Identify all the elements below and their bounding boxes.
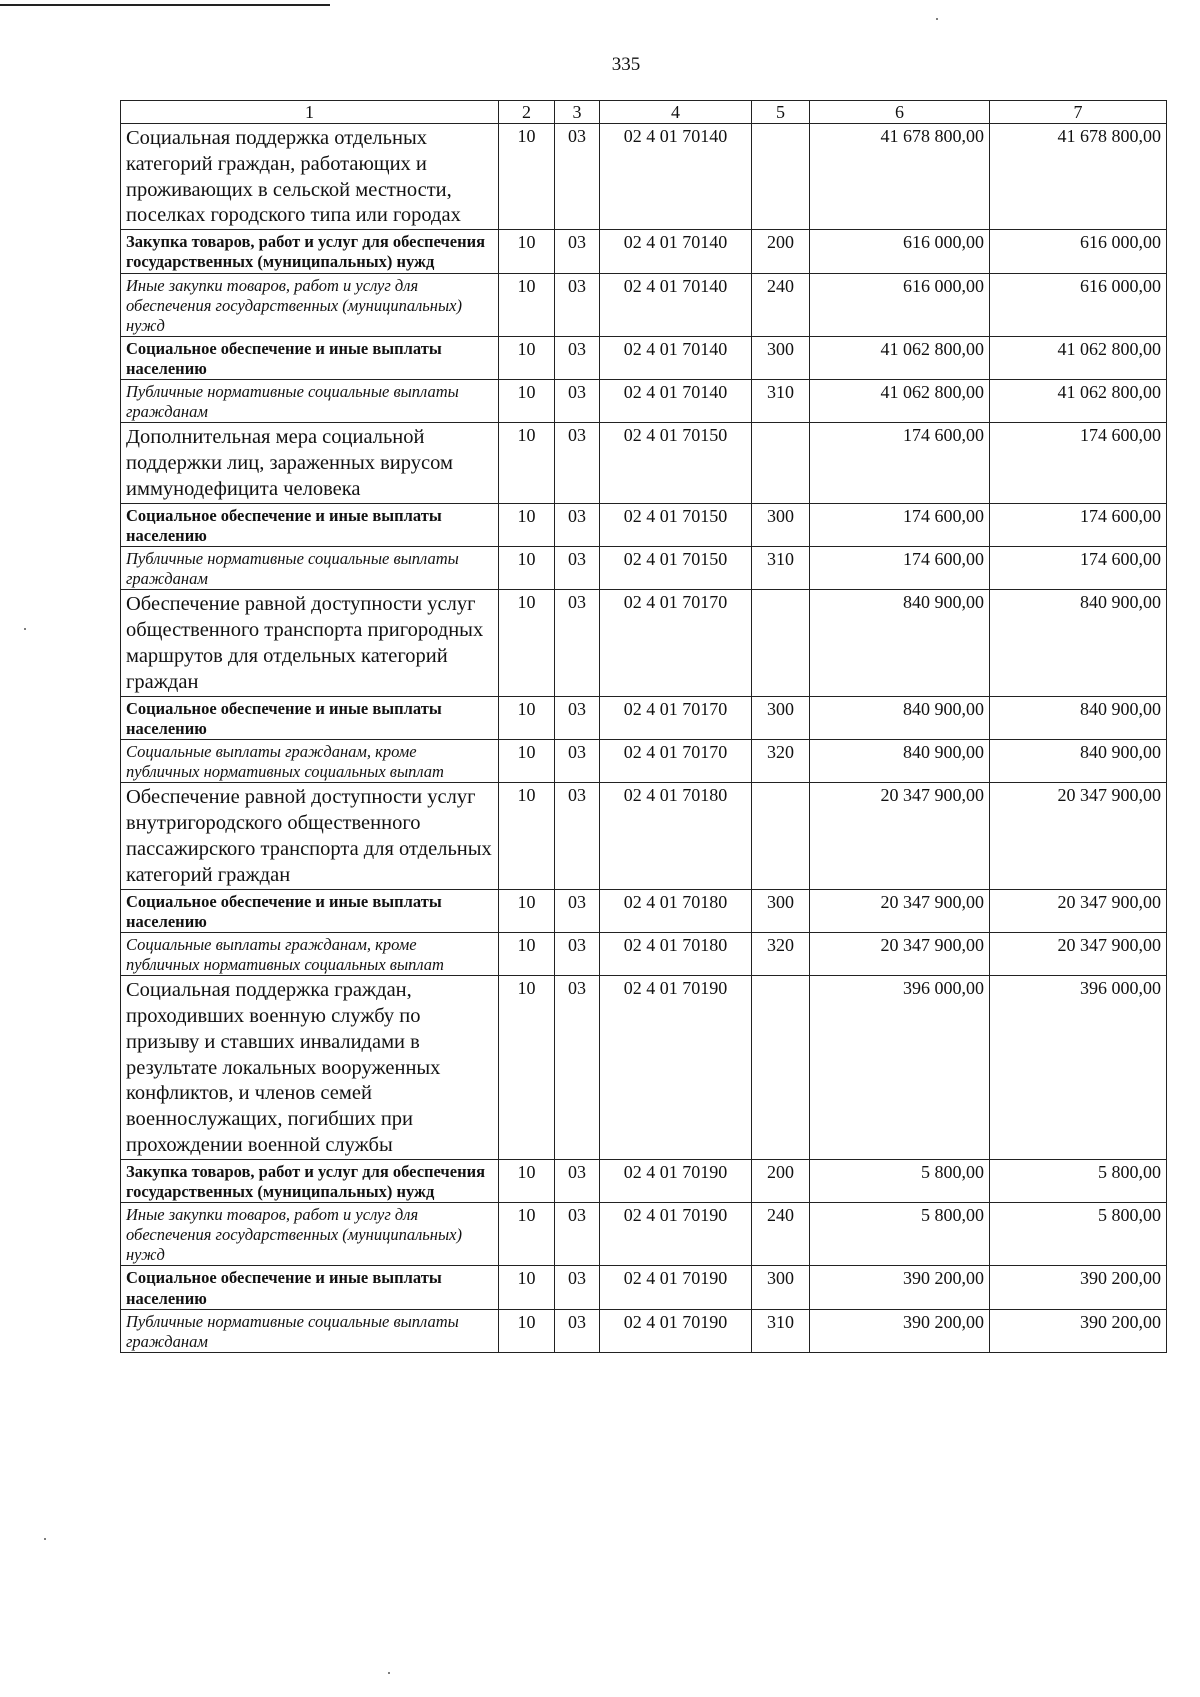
row-cell-c5: 300 xyxy=(752,889,810,932)
row-cell-c2: 10 xyxy=(499,230,555,273)
row-cell-c6: 390 200,00 xyxy=(810,1309,990,1352)
row-cell-c2: 10 xyxy=(499,423,555,503)
row-cell-c4: 02 4 01 70180 xyxy=(600,783,752,889)
row-cell-c6: 41 062 800,00 xyxy=(810,336,990,379)
header-col-7: 7 xyxy=(990,101,1167,124)
row-cell-c6: 616 000,00 xyxy=(810,230,990,273)
header-col-5: 5 xyxy=(752,101,810,124)
row-name-cell: Социальное обеспечение и иные выплаты населению xyxy=(121,1266,499,1309)
scan-speck xyxy=(936,18,938,20)
scan-speck xyxy=(388,1672,390,1674)
row-name-cell: Закупка товаров, работ и услуг для обеспечения государственных (муниципальных) нужд xyxy=(121,1159,499,1202)
row-cell-c4: 02 4 01 70140 xyxy=(600,380,752,423)
row-name-cell: Социальное обеспечение и иные выплаты населению xyxy=(121,336,499,379)
row-cell-c7: 616 000,00 xyxy=(990,273,1167,336)
row-name-cell: Публичные нормативные социальные выплаты гражданам xyxy=(121,547,499,590)
table-row xyxy=(121,124,1167,230)
header-col-1: 1 xyxy=(121,101,499,124)
row-cell-c6: 41 062 800,00 xyxy=(810,380,990,423)
row-cell-c2: 10 xyxy=(499,976,555,1160)
row-cell-c4: 02 4 01 70190 xyxy=(600,1203,752,1266)
table-row xyxy=(121,783,1167,889)
row-cell-c4: 02 4 01 70150 xyxy=(600,503,752,546)
row-name-cell: Социальная поддержка граждан, проходивших военную службу по призыву и ставших инвалидами в результате локальных вооруженных конфликтов, и членов семей военнослужащих, погибших при прохождении военной службы xyxy=(121,976,499,1160)
row-cell-c5 xyxy=(752,423,810,503)
row-cell-c7: 174 600,00 xyxy=(990,547,1167,590)
row-cell-c2: 10 xyxy=(499,783,555,889)
row-cell-c4: 02 4 01 70140 xyxy=(600,230,752,273)
table-row xyxy=(121,547,1167,590)
row-cell-c4: 02 4 01 70140 xyxy=(600,273,752,336)
row-cell-c7: 20 347 900,00 xyxy=(990,783,1167,889)
row-cell-c5: 240 xyxy=(752,273,810,336)
row-cell-c6: 840 900,00 xyxy=(810,590,990,696)
row-name-cell: Социальное обеспечение и иные выплаты населению xyxy=(121,889,499,932)
row-cell-c5 xyxy=(752,783,810,889)
row-cell-c2: 10 xyxy=(499,1203,555,1266)
row-cell-c3: 03 xyxy=(555,1309,600,1352)
row-cell-c3: 03 xyxy=(555,696,600,739)
row-cell-c2: 10 xyxy=(499,503,555,546)
row-cell-c6: 174 600,00 xyxy=(810,503,990,546)
row-cell-c5: 300 xyxy=(752,696,810,739)
table-row xyxy=(121,380,1167,423)
row-cell-c2: 10 xyxy=(499,1159,555,1202)
row-cell-c7: 20 347 900,00 xyxy=(990,889,1167,932)
row-cell-c3: 03 xyxy=(555,1203,600,1266)
row-name-cell: Закупка товаров, работ и услуг для обеспечения государственных (муниципальных) нужд xyxy=(121,230,499,273)
budget-table xyxy=(120,100,1167,1353)
row-cell-c5: 310 xyxy=(752,547,810,590)
row-cell-c6: 390 200,00 xyxy=(810,1266,990,1309)
row-cell-c6: 5 800,00 xyxy=(810,1203,990,1266)
row-cell-c3: 03 xyxy=(555,423,600,503)
row-cell-c6: 174 600,00 xyxy=(810,423,990,503)
row-cell-c5 xyxy=(752,976,810,1160)
row-cell-c6: 5 800,00 xyxy=(810,1159,990,1202)
row-cell-c2: 10 xyxy=(499,1309,555,1352)
row-cell-c7: 840 900,00 xyxy=(990,739,1167,782)
scan-speck xyxy=(24,628,26,630)
budget-table-body xyxy=(121,101,1167,1353)
header-col-4: 4 xyxy=(600,101,752,124)
table-row xyxy=(121,1309,1167,1352)
row-cell-c3: 03 xyxy=(555,380,600,423)
row-cell-c4: 02 4 01 70180 xyxy=(600,889,752,932)
row-cell-c7: 41 062 800,00 xyxy=(990,336,1167,379)
row-cell-c4: 02 4 01 70190 xyxy=(600,1309,752,1352)
row-name-cell: Публичные нормативные социальные выплаты гражданам xyxy=(121,380,499,423)
row-cell-c4: 02 4 01 70190 xyxy=(600,1266,752,1309)
page-number: 335 xyxy=(611,54,641,75)
row-cell-c3: 03 xyxy=(555,230,600,273)
row-cell-c6: 20 347 900,00 xyxy=(810,783,990,889)
row-cell-c7: 616 000,00 xyxy=(990,230,1167,273)
row-cell-c3: 03 xyxy=(555,336,600,379)
row-cell-c5: 300 xyxy=(752,336,810,379)
header-row xyxy=(121,101,1167,124)
row-cell-c4: 02 4 01 70190 xyxy=(600,1159,752,1202)
row-cell-c5 xyxy=(752,590,810,696)
row-cell-c2: 10 xyxy=(499,1266,555,1309)
row-cell-c3: 03 xyxy=(555,124,600,230)
row-cell-c5: 310 xyxy=(752,1309,810,1352)
row-cell-c4: 02 4 01 70190 xyxy=(600,976,752,1160)
row-cell-c2: 10 xyxy=(499,590,555,696)
row-cell-c6: 616 000,00 xyxy=(810,273,990,336)
row-name-cell: Иные закупки товаров, работ и услуг для обеспечения государственных (муниципальных) нужд xyxy=(121,1203,499,1266)
row-name-cell: Социальная поддержка отдельных категорий граждан, работающих и проживающих в сельской местности, поселках городского типа или городах xyxy=(121,124,499,230)
header-col-6: 6 xyxy=(810,101,990,124)
row-cell-c3: 03 xyxy=(555,590,600,696)
row-cell-c2: 10 xyxy=(499,547,555,590)
row-cell-c5: 200 xyxy=(752,230,810,273)
row-cell-c7: 390 200,00 xyxy=(990,1309,1167,1352)
row-cell-c4: 02 4 01 70170 xyxy=(600,739,752,782)
row-cell-c4: 02 4 01 70150 xyxy=(600,423,752,503)
row-cell-c2: 10 xyxy=(499,696,555,739)
row-cell-c5: 300 xyxy=(752,503,810,546)
row-cell-c3: 03 xyxy=(555,547,600,590)
row-cell-c7: 840 900,00 xyxy=(990,590,1167,696)
row-cell-c7: 5 800,00 xyxy=(990,1159,1167,1202)
row-cell-c7: 20 347 900,00 xyxy=(990,932,1167,975)
row-name-cell: Дополнительная мера социальной поддержки лиц, зараженных вирусом иммунодефицита человека xyxy=(121,423,499,503)
row-cell-c6: 20 347 900,00 xyxy=(810,889,990,932)
row-cell-c3: 03 xyxy=(555,783,600,889)
scan-speck xyxy=(44,1538,46,1540)
row-name-cell: Иные закупки товаров, работ и услуг для обеспечения государственных (муниципальных) нужд xyxy=(121,273,499,336)
row-cell-c3: 03 xyxy=(555,932,600,975)
row-cell-c6: 396 000,00 xyxy=(810,976,990,1160)
row-cell-c4: 02 4 01 70170 xyxy=(600,696,752,739)
row-cell-c3: 03 xyxy=(555,889,600,932)
row-name-cell: Социальное обеспечение и иные выплаты населению xyxy=(121,696,499,739)
row-cell-c5 xyxy=(752,124,810,230)
header-col-3: 3 xyxy=(555,101,600,124)
table-row xyxy=(121,503,1167,546)
row-cell-c6: 20 347 900,00 xyxy=(810,932,990,975)
row-name-cell: Обеспечение равной доступности услуг общественного транспорта пригородных маршрутов для отдельных категорий граждан xyxy=(121,590,499,696)
table-row xyxy=(121,696,1167,739)
row-cell-c6: 840 900,00 xyxy=(810,739,990,782)
row-cell-c2: 10 xyxy=(499,889,555,932)
table-row xyxy=(121,1203,1167,1266)
row-cell-c3: 03 xyxy=(555,976,600,1160)
row-cell-c2: 10 xyxy=(499,932,555,975)
row-cell-c2: 10 xyxy=(499,739,555,782)
table-row xyxy=(121,1266,1167,1309)
row-name-cell: Обеспечение равной доступности услуг внутригородского общественного пассажирского транспорта для отдельных категорий граждан xyxy=(121,783,499,889)
row-cell-c5: 240 xyxy=(752,1203,810,1266)
row-cell-c3: 03 xyxy=(555,273,600,336)
table-row xyxy=(121,976,1167,1160)
row-cell-c7: 390 200,00 xyxy=(990,1266,1167,1309)
table-row xyxy=(121,230,1167,273)
row-name-cell: Социальное обеспечение и иные выплаты населению xyxy=(121,503,499,546)
row-cell-c7: 840 900,00 xyxy=(990,696,1167,739)
row-cell-c3: 03 xyxy=(555,1159,600,1202)
table-row xyxy=(121,932,1167,975)
row-cell-c4: 02 4 01 70170 xyxy=(600,590,752,696)
row-cell-c7: 174 600,00 xyxy=(990,423,1167,503)
row-name-cell: Публичные нормативные социальные выплаты гражданам xyxy=(121,1309,499,1352)
row-name-cell: Социальные выплаты гражданам, кроме публичных нормативных социальных выплат xyxy=(121,739,499,782)
row-cell-c6: 174 600,00 xyxy=(810,547,990,590)
table-row xyxy=(121,590,1167,696)
row-cell-c5: 310 xyxy=(752,380,810,423)
row-cell-c2: 10 xyxy=(499,336,555,379)
table-row xyxy=(121,889,1167,932)
row-cell-c7: 174 600,00 xyxy=(990,503,1167,546)
row-cell-c6: 41 678 800,00 xyxy=(810,124,990,230)
row-cell-c2: 10 xyxy=(499,124,555,230)
row-cell-c7: 41 062 800,00 xyxy=(990,380,1167,423)
row-name-cell: Социальные выплаты гражданам, кроме публичных нормативных социальных выплат xyxy=(121,932,499,975)
row-cell-c3: 03 xyxy=(555,739,600,782)
row-cell-c7: 41 678 800,00 xyxy=(990,124,1167,230)
row-cell-c7: 5 800,00 xyxy=(990,1203,1167,1266)
row-cell-c5: 320 xyxy=(752,739,810,782)
row-cell-c4: 02 4 01 70180 xyxy=(600,932,752,975)
row-cell-c2: 10 xyxy=(499,380,555,423)
row-cell-c5: 300 xyxy=(752,1266,810,1309)
row-cell-c5: 320 xyxy=(752,932,810,975)
table-row xyxy=(121,1159,1167,1202)
table-row xyxy=(121,273,1167,336)
row-cell-c4: 02 4 01 70140 xyxy=(600,336,752,379)
row-cell-c3: 03 xyxy=(555,503,600,546)
table-row xyxy=(121,336,1167,379)
top-rule xyxy=(0,4,330,6)
table-row xyxy=(121,739,1167,782)
table-row xyxy=(121,423,1167,503)
row-cell-c7: 396 000,00 xyxy=(990,976,1167,1160)
row-cell-c6: 840 900,00 xyxy=(810,696,990,739)
row-cell-c2: 10 xyxy=(499,273,555,336)
row-cell-c3: 03 xyxy=(555,1266,600,1309)
row-cell-c5: 200 xyxy=(752,1159,810,1202)
row-cell-c4: 02 4 01 70140 xyxy=(600,124,752,230)
header-col-2: 2 xyxy=(499,101,555,124)
row-cell-c4: 02 4 01 70150 xyxy=(600,547,752,590)
